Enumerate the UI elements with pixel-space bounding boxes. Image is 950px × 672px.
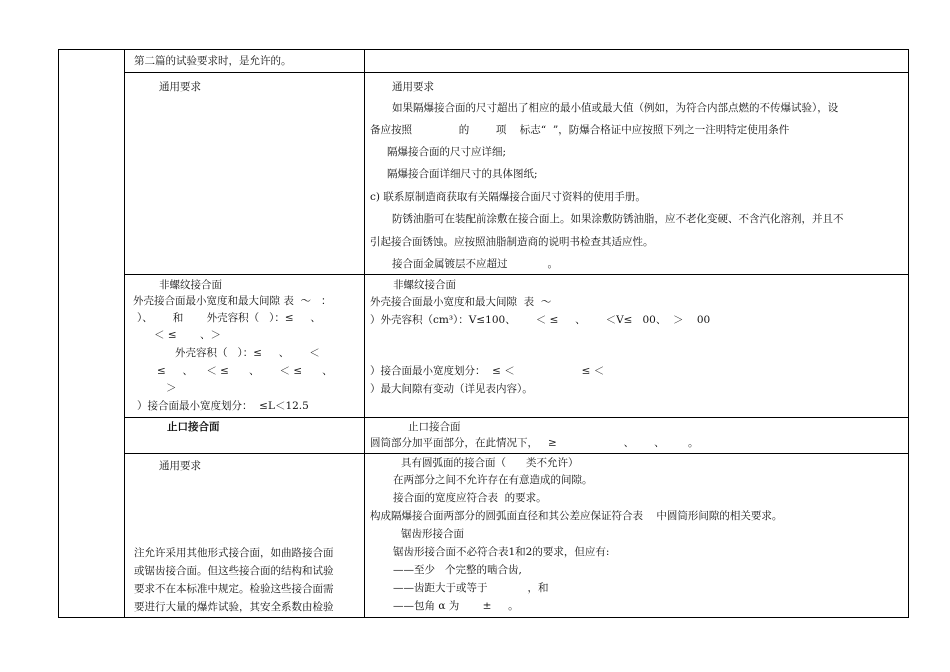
row5-left-heading: 通用要求 [159, 460, 201, 472]
row5-right-line: ——齿距大于或等于 ，和 [393, 582, 549, 594]
row3-left-line: ＞ [166, 382, 177, 394]
column-divider-2 [364, 50, 365, 617]
row5-right-line: 构成隔爆接合面两部分的圆弧面直径和其公差应保证符合表 中圆筒形间隙的相关要求。 [370, 510, 783, 522]
row2-right-line: 接合面金属镀层不应超过 。 [392, 258, 559, 270]
row5-left-line: 要进行大量的爆炸试验，其安全系数由检验 [134, 601, 334, 613]
row5-right-line: 锯齿形接合面 [401, 528, 464, 540]
row-divider [124, 274, 908, 275]
row4-left-heading: 止口接合面 [167, 421, 220, 433]
row3-right-line: ）外壳容积（cm³）：V≤100、 ＜ ≤ 、 ＜V≤ 00、 ＞ 00 [370, 314, 711, 326]
comparison-table [58, 49, 909, 618]
row3-left-line: 非螺纹接合面 [159, 279, 222, 291]
row5-left-line: 要求不在本标准中规定。检验这些接合面需 [134, 583, 334, 595]
row3-right-line: 外壳接合面最小宽度和最大间隙 表 ～ [370, 296, 552, 308]
row3-left-line: 外壳容积（ ）：≤ 、 ＜ [175, 347, 320, 359]
row2-right-line: 防锈油脂可在装配前涂敷在接合面上。如果涂敷防锈油脂，应不老化变硬、不含汽化溶剂，并且不 [392, 213, 844, 225]
row3-right-line: 非螺纹接合面 [393, 279, 456, 291]
row3-left-line: 外壳接合面最小宽度和最大间隙 表 ～ ： [133, 295, 332, 307]
row2-right-heading: 通用要求 [392, 81, 434, 93]
row-divider [124, 417, 908, 418]
row3-left-line: ）接合面最小宽度划分： ≤L＜12.5 [137, 400, 309, 412]
row2-left-heading: 通用要求 [159, 81, 201, 93]
row3-left-line: ＜ ≤ 、＞ [154, 329, 221, 341]
row-divider [124, 453, 908, 454]
row5-right-line: ——至少 个完整的啮合齿, [393, 564, 522, 576]
row3-left-line: ）、 和 外壳容积（ ）：≤ 、 [137, 312, 321, 324]
row5-left-line: 注允许采用其他形式接合面，如曲路接合面 [134, 547, 334, 559]
row3-left-line: ≤ 、 ＜ ≤ 、 ＜ ≤ 、 [157, 365, 333, 377]
row4-right-line: 止口接合面 [408, 421, 461, 433]
row5-right-line: 锯齿形接合面不必符合表1和2的要求，但应有: [393, 546, 610, 558]
row2-right-line: 引起接合面锈蚀。应按照油脂制造商的说明书检查其适应性。 [370, 236, 654, 248]
row5-right-line: 接合面的宽度应符合表 的要求。 [393, 492, 547, 504]
row4-right-line: 圆筒部分加平面部分，在此情况下， ≥ 、 、 。 [370, 437, 699, 449]
row-divider [124, 72, 908, 73]
row5-right-line: 具有圆弧面的接合面（ 类不允许） [401, 457, 579, 469]
row2-right-line: 隔爆接合面的尺寸应详细; [387, 146, 507, 158]
row3-right-line: ）接合面最小宽度划分： ≤ ＜ ≤ ＜ [370, 365, 605, 377]
row3-right-line: ）最大间隙有变动（详见表内容）。 [370, 383, 533, 395]
row2-right-line: 如果隔爆接合面的尺寸超出了相应的最小值或最大值（例如，为符合内部点燃的不传爆试验），设 [392, 102, 839, 114]
row5-right-line: 在两部分之间不允许存在有意造成的间隙。 [393, 474, 593, 486]
column-divider-1 [124, 50, 125, 617]
row2-right-line: 备应按照 的 项 标志“ ”，防爆合格证中应按照下列之一注明特定使用条件 [370, 124, 790, 136]
row1-left-text: 第二篇的试验要求时，是允许的。 [134, 55, 292, 67]
row5-right-line: ——包角 α 为 ± 。 [393, 600, 519, 612]
row5-left-line: 或锯齿接合面。但这些接合面的结构和试验 [134, 565, 334, 577]
row2-right-line: c) 联系原制造商获取有关隔爆接合面尺寸资料的使用手册。 [370, 191, 646, 203]
row2-right-line: 隔爆接合面详细尺寸的具体图纸; [387, 168, 538, 180]
